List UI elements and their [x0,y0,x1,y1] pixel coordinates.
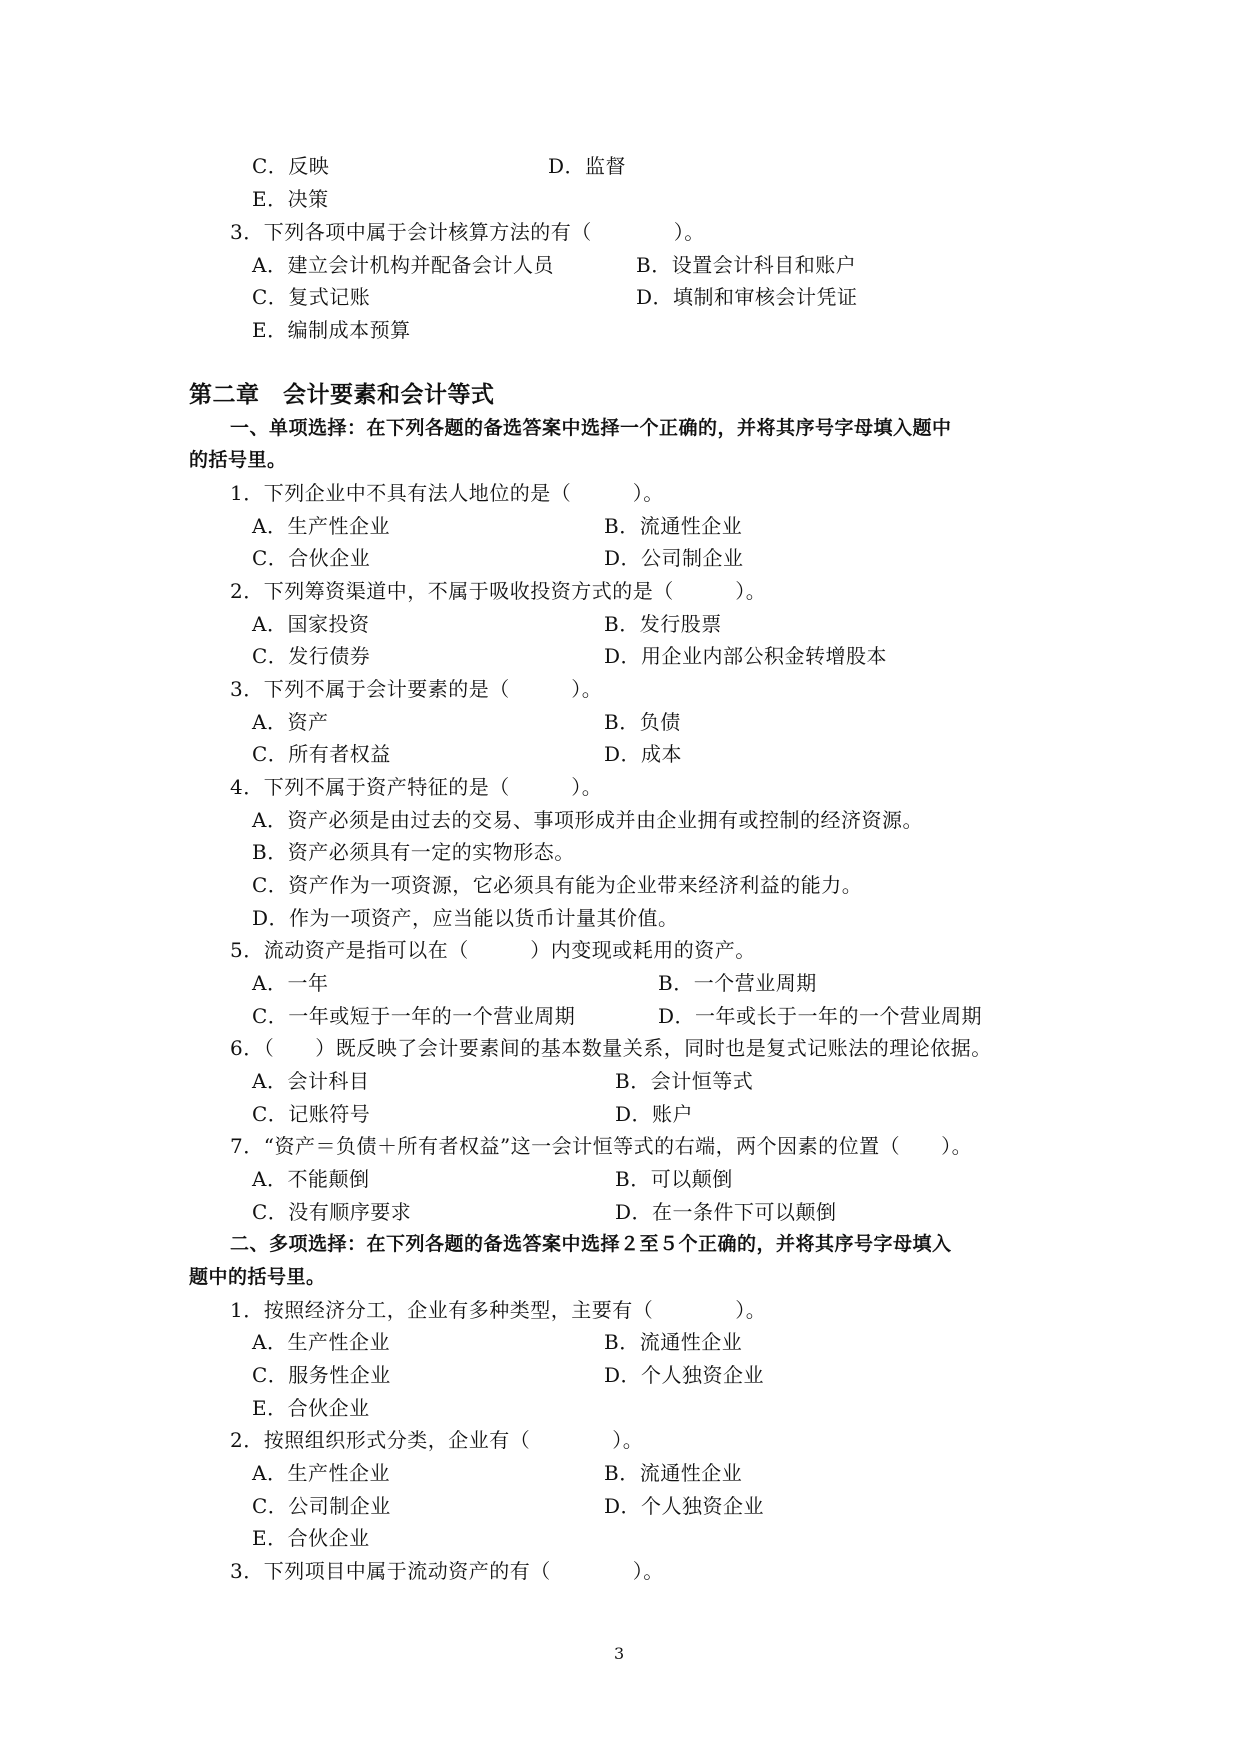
single-q2-option-a: A．国家投资 [252,612,370,636]
prev-q3-option-c: C．复式记账 [252,285,371,309]
multi-q2-option-e: E．合伙企业 [252,1526,370,1550]
single-q3-option-b: B．负债 [604,710,681,734]
single-q2-option-c: C．发行债券 [252,644,371,668]
single-q2-option-b: B．发行股票 [604,612,722,636]
prev-q2-option-c: C．反映 [252,154,330,178]
single-q1-option-a: A．生产性企业 [252,514,390,538]
multi-q1-option-e: E．合伙企业 [252,1396,370,1420]
multi-q2-option-c: C．公司制企业 [252,1494,391,1518]
single-q5-option-d: D．一年或长于一年的一个营业周期 [658,1004,983,1028]
single-q1-option-c: C．合伙企业 [252,546,371,570]
multi-q1-option-a: A．生产性企业 [252,1330,390,1354]
single-q1-option-b: B．流通性企业 [604,514,743,538]
single-q5-stem: 5．流动资产是指可以在（ ）内变现或耗用的资产。 [230,938,756,962]
single-q4-option-d: D．作为一项资产，应当能以货币计量其价值。 [252,906,679,930]
multi-q2-option-a: A．生产性企业 [252,1461,390,1485]
prev-q2-option-d: D．监督 [548,154,627,178]
single-q1-option-d: D．公司制企业 [604,546,744,570]
multi-q1-option-c: C．服务性企业 [252,1363,391,1387]
single-q7-option-b: B．可以颠倒 [615,1167,733,1191]
single-q5-option-c: C．一年或短于一年的一个营业周期 [252,1004,576,1028]
single-q3-option-c: C．所有者权益 [252,742,391,766]
multi-q3-stem: 3．下列项目中属于流动资产的有（ ）。 [230,1559,664,1583]
multi-q2-option-d: D．个人独资企业 [604,1494,765,1518]
single-q6-option-c: C．记账符号 [252,1102,371,1126]
single-q4-stem: 4．下列不属于资产特征的是（ ）。 [230,775,603,799]
single-q5-option-a: A．一年 [252,971,329,995]
single-q2-option-d: D．用企业内部公积金转增股本 [604,644,888,668]
single-q7-option-c: C．没有顺序要求 [252,1200,412,1224]
multi-choice-heading-cont: 题中的括号里。 [189,1266,326,1288]
single-q4-option-c: C．资产作为一项资源，它必须具有能为企业带来经济利益的能力。 [252,873,863,897]
prev-q3-stem: 3．下列各项中属于会计核算方法的有（ ）。 [230,220,705,244]
multi-q1-stem: 1．按照经济分工，企业有多种类型，主要有（ ）。 [230,1298,767,1322]
single-q6-option-b: B．会计恒等式 [615,1069,754,1093]
single-q7-option-d: D．在一条件下可以颠倒 [615,1200,837,1224]
single-q7-stem: 7．“资产＝负债＋所有者权益”这一会计恒等式的右端，两个因素的位置（ ）。 [230,1134,973,1158]
chapter-title: 第二章 会计要素和会计等式 [189,382,495,408]
single-q6-option-a: A．会计科目 [252,1069,370,1093]
multi-q1-option-b: B．流通性企业 [604,1330,743,1354]
multi-q1-option-d: D．个人独资企业 [604,1363,765,1387]
prev-q2-option-e: E．决策 [252,187,329,211]
single-q3-option-a: A．资产 [252,710,329,734]
prev-q3-option-d: D．填制和审核会计凭证 [636,285,858,309]
prev-q3-option-a: A．建立会计机构并配备会计人员 [252,253,554,277]
single-q3-stem: 3．下列不属于会计要素的是（ ）。 [230,677,603,701]
single-q2-stem: 2．下列筹资渠道中，不属于吸收投资方式的是（ ）。 [230,579,767,603]
single-q4-option-b: B．资产必须具有一定的实物形态。 [252,840,575,864]
single-q1-stem: 1．下列企业中不具有法人地位的是（ ）。 [230,481,664,505]
prev-q3-option-e: E．编制成本预算 [252,318,411,342]
multi-q2-stem: 2．按照组织形式分类，企业有（ ）。 [230,1428,644,1452]
single-q7-option-a: A．不能颠倒 [252,1167,370,1191]
multi-q2-option-b: B．流通性企业 [604,1461,743,1485]
page-number: 3 [614,1644,625,1663]
single-q6-option-d: D．账户 [615,1102,694,1126]
single-q3-option-d: D．成本 [604,742,683,766]
single-q4-option-a: A．资产必须是由过去的交易、事项形成并由企业拥有或控制的经济资源。 [252,808,923,832]
single-q5-option-b: B．一个营业周期 [658,971,817,995]
single-choice-heading-cont: 的括号里。 [189,449,287,471]
single-q6-stem: 6．（ ）既反映了会计要素间的基本数量关系，同时也是复式记账法的理论依据。 [230,1036,992,1060]
prev-q3-option-b: B．设置会计科目和账户 [636,253,857,277]
multi-choice-heading: 二、多项选择：在下列各题的备选答案中选择２至５个正确的，并将其序号字母填入 [230,1233,952,1255]
single-choice-heading: 一、单项选择：在下列各题的备选答案中选择一个正确的，并将其序号字母填入题中 [230,417,952,439]
